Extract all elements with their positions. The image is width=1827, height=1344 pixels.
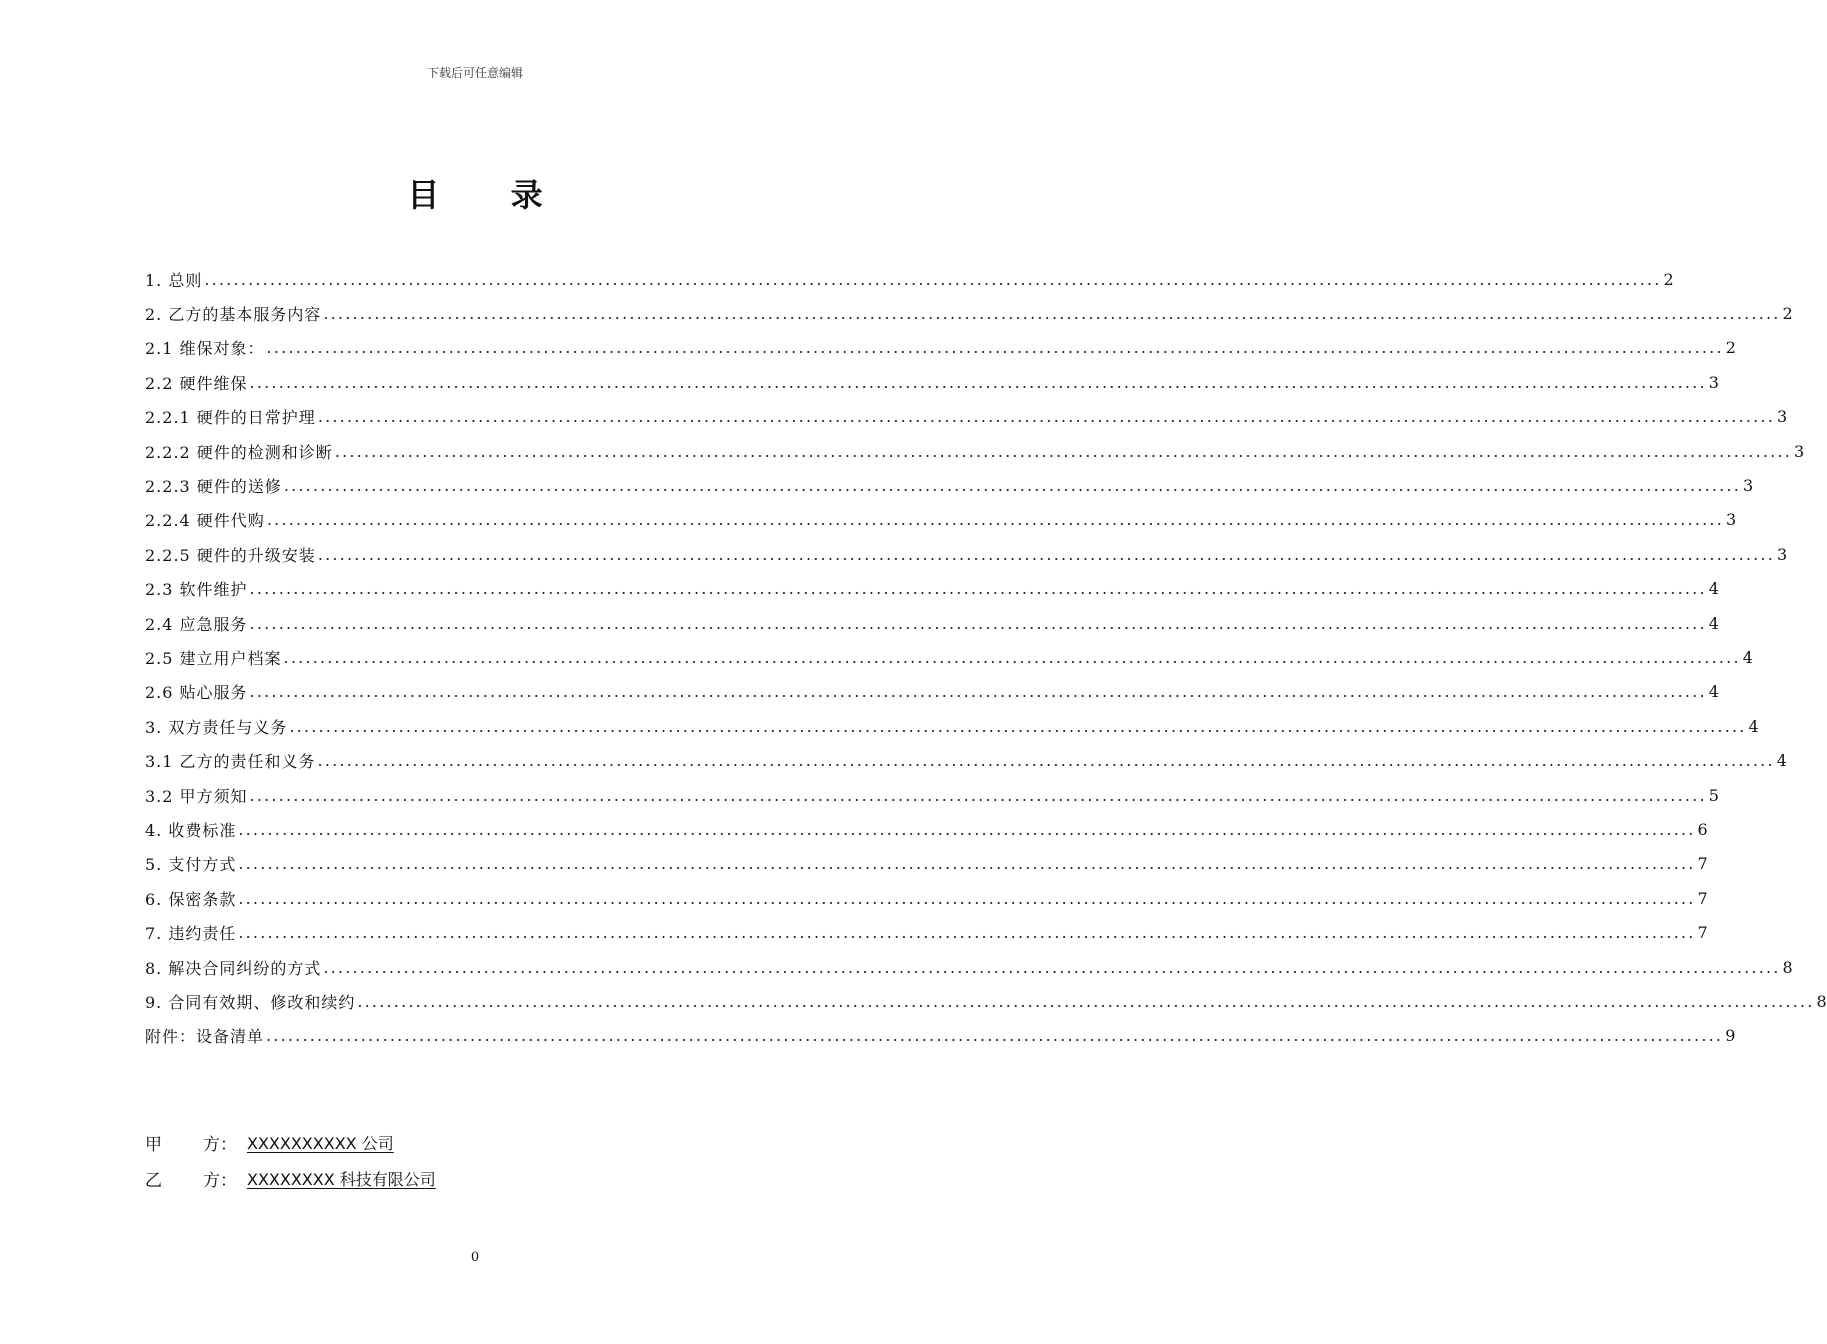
toc-entry-label: 附件：设备清单 xyxy=(145,1027,265,1047)
party-a-value: XXXXXXXXXX 公司 xyxy=(247,1134,394,1153)
toc-entry-label: 3. 双方责任与义务 xyxy=(145,717,288,737)
toc-entry[interactable] xyxy=(145,537,1788,571)
toc-entry[interactable] xyxy=(145,331,1736,365)
toc-entry-page: 3 xyxy=(1794,441,1805,461)
toc-entry[interactable] xyxy=(145,881,1708,915)
toc-entry-page: 2 xyxy=(1663,269,1674,289)
toc-entry-page: 7 xyxy=(1697,923,1708,943)
toc-leader-dots: ........................................................................................................................................................................................................ xyxy=(204,269,1662,289)
toc-entry[interactable] xyxy=(145,400,1788,434)
toc-leader-dots: ........................................................................................................................................................................................................ xyxy=(249,682,1707,702)
toc-entry-label: 3.2 甲方须知 xyxy=(145,786,248,806)
toc-leader-dots: ........................................................................................................................................................................................................ xyxy=(334,441,1792,461)
toc-entry-label: 3.1 乙方的责任和义务 xyxy=(145,752,316,772)
toc-entry-page: 4 xyxy=(1748,716,1759,736)
page-title: 目 录 xyxy=(407,176,573,214)
toc-entry-page: 9 xyxy=(1725,1026,1736,1046)
toc-leader-dots: ........................................................................................................................................................................................................ xyxy=(249,372,1707,392)
toc-entry-label: 2.2.5 硬件的升级安装 xyxy=(145,545,316,565)
toc-entry-page: 3 xyxy=(1777,407,1788,427)
toc-entry-page: 3 xyxy=(1777,544,1788,564)
toc-leader-dots: ........................................................................................................................................................................................................ xyxy=(266,510,1724,530)
toc-leader-dots: ........................................................................................................................................................................................................ xyxy=(283,476,1741,496)
toc-entry-page: 6 xyxy=(1697,819,1708,839)
toc-leader-dots: ........................................................................................................................................................................................................ xyxy=(283,647,1741,667)
toc-entry-page: 3 xyxy=(1726,510,1737,530)
toc-entry-label: 2.3 软件维护 xyxy=(145,580,248,600)
toc-entry-label: 1. 总则 xyxy=(145,270,203,290)
party-b-suffix: 方： xyxy=(203,1171,237,1191)
toc-entry-page: 3 xyxy=(1743,476,1754,496)
toc-entry-page: 4 xyxy=(1742,647,1753,667)
toc-entry[interactable] xyxy=(145,675,1719,709)
toc-entry-label: 6. 保密条款 xyxy=(145,889,237,909)
page-number: 0 xyxy=(470,1250,480,1265)
toc-entry[interactable] xyxy=(145,1019,1736,1053)
toc-entry-label: 2.2.3 硬件的送修 xyxy=(145,477,282,497)
header-note: 下载后可任意编辑 xyxy=(426,66,523,80)
toc-entry-page: 3 xyxy=(1708,372,1719,392)
toc-entry-label: 2.2.4 硬件代购 xyxy=(145,511,265,531)
toc-entry-label: 2.5 建立用户档案 xyxy=(145,648,282,668)
toc-entry-page: 5 xyxy=(1708,785,1719,805)
toc-leader-dots: ........................................................................................................................................................................................................ xyxy=(323,957,1781,977)
toc-entry[interactable] xyxy=(145,434,1805,468)
toc-entry[interactable] xyxy=(145,984,1827,1018)
party-b xyxy=(145,1166,446,1191)
toc-leader-dots: ........................................................................................................................................................................................................ xyxy=(238,819,1696,839)
toc-entry[interactable] xyxy=(145,468,1754,502)
party-b-value: XXXXXXXX 科技有限公司 xyxy=(247,1170,436,1189)
party-b-label: 乙 xyxy=(145,1171,162,1191)
toc-entry-label: 2.1 维保对象： xyxy=(145,339,265,359)
toc-entry[interactable] xyxy=(145,296,1793,330)
toc-entry-page: 4 xyxy=(1708,579,1719,599)
toc-entry-label: 5. 支付方式 xyxy=(145,855,237,875)
toc-entry-page: 2 xyxy=(1782,304,1793,324)
table-of-contents xyxy=(145,262,1827,1053)
toc-entry[interactable] xyxy=(145,640,1753,674)
toc-entry-label: 2.2 硬件维保 xyxy=(145,373,248,393)
party-a-suffix: 方： xyxy=(203,1135,237,1155)
toc-entry[interactable] xyxy=(145,606,1719,640)
toc-entry[interactable] xyxy=(145,503,1737,537)
toc-leader-dots: ........................................................................................................................................................................................................ xyxy=(317,751,1775,771)
toc-entry-page: 7 xyxy=(1697,888,1708,908)
toc-entry-page: 4 xyxy=(1708,613,1719,633)
toc-entry-label: 8. 解决合同纠纷的方式 xyxy=(145,958,322,978)
party-a-label: 甲 xyxy=(145,1135,162,1155)
toc-entry[interactable] xyxy=(145,365,1719,399)
toc-leader-dots: ........................................................................................................................................................................................................ xyxy=(249,579,1707,599)
toc-entry[interactable] xyxy=(145,950,1793,984)
party-a xyxy=(145,1130,404,1155)
toc-entry-label: 2.2.2 硬件的检测和诊断 xyxy=(145,442,333,462)
toc-entry-page: 2 xyxy=(1725,338,1736,358)
toc-entry[interactable] xyxy=(145,709,1759,743)
toc-entry-page: 4 xyxy=(1708,682,1719,702)
toc-entry-page: 8 xyxy=(1782,957,1793,977)
toc-leader-dots: ........................................................................................................................................................................................................ xyxy=(238,888,1696,908)
toc-leader-dots: ........................................................................................................................................................................................................ xyxy=(317,544,1775,564)
toc-leader-dots: ........................................................................................................................................................................................................ xyxy=(289,716,1747,736)
toc-leader-dots: ........................................................................................................................................................................................................ xyxy=(317,407,1775,427)
toc-entry[interactable] xyxy=(145,572,1719,606)
toc-entry[interactable] xyxy=(145,778,1719,812)
toc-leader-dots: ........................................................................................................................................................................................................ xyxy=(266,1026,1724,1046)
toc-entry-label: 9. 合同有效期、修改和续约 xyxy=(145,992,356,1012)
toc-leader-dots: ........................................................................................................................................................................................................ xyxy=(249,785,1707,805)
toc-leader-dots: ........................................................................................................................................................................................................ xyxy=(249,613,1707,633)
toc-leader-dots: ........................................................................................................................................................................................................ xyxy=(238,923,1696,943)
toc-leader-dots: ........................................................................................................................................................................................................ xyxy=(357,991,1815,1011)
toc-entry-page: 4 xyxy=(1776,751,1787,771)
toc-entry-label: 7. 违约责任 xyxy=(145,924,237,944)
toc-entry-label: 4. 收费标准 xyxy=(145,820,237,840)
toc-entry-label: 2.2.1 硬件的日常护理 xyxy=(145,408,316,428)
toc-entry[interactable] xyxy=(145,812,1708,846)
toc-entry-label: 2.4 应急服务 xyxy=(145,614,248,634)
toc-entry-page: 7 xyxy=(1697,854,1708,874)
toc-entry-label: 2. 乙方的基本服务内容 xyxy=(145,305,322,325)
toc-entry-page: 8 xyxy=(1816,991,1827,1011)
toc-entry[interactable] xyxy=(145,262,1674,296)
toc-entry[interactable] xyxy=(145,847,1708,881)
toc-entry[interactable] xyxy=(145,743,1787,777)
toc-leader-dots: ........................................................................................................................................................................................................ xyxy=(266,338,1724,358)
toc-leader-dots: ........................................................................................................................................................................................................ xyxy=(323,304,1781,324)
toc-leader-dots: ........................................................................................................................................................................................................ xyxy=(238,854,1696,874)
toc-entry[interactable] xyxy=(145,915,1708,949)
toc-entry-label: 2.6 贴心服务 xyxy=(145,683,248,703)
